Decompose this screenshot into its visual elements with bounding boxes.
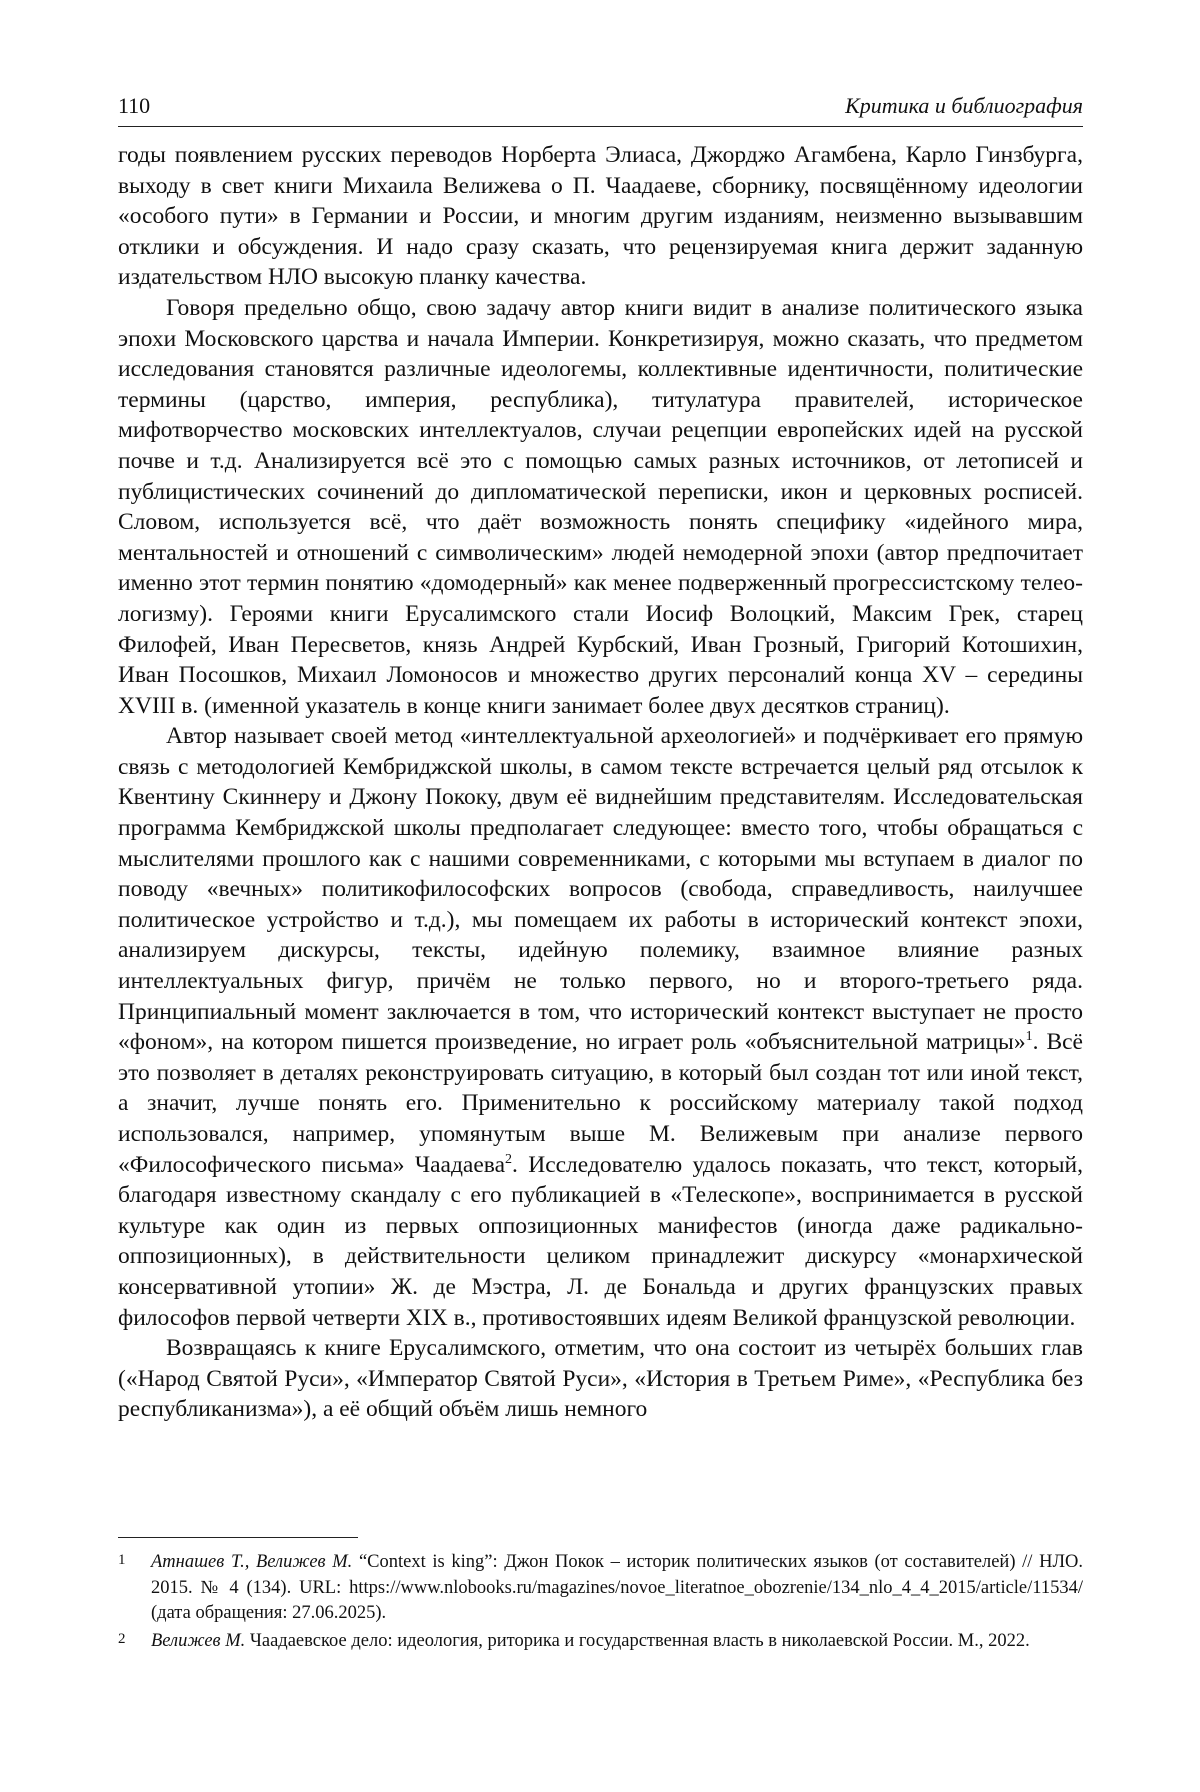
footnote-number: 1 <box>118 1552 126 1568</box>
section-title: Критика и библиография <box>845 93 1083 118</box>
footnote-text: Чаадаевское дело: идеология, риторика и государственная власть в николаевской России. М., 2022. <box>245 1630 1030 1651</box>
article-body <box>118 140 1083 1425</box>
paragraph-continued: годы появлением русских переводов Норберта Элиаса, Джорджо Агамбена, Карло Гинзбурга, выходу в свет книги Михаила Велижева о П. Чаадаеве, сборнику, посвящённому идеологии «особого пути» в Германии и России, и многим другим изданиям, неизменно вызывавшим отклики и обсуждения. И надо сразу сказать, что рецензируемая книга держит заданную издательством НЛО высокую планку качества. <box>118 142 1083 291</box>
paragraph: Возвращаясь к книге Ерусалимского, отметим, что она состоит из четырёх больших глав («Народ Святой Руси», «Император Святой Руси», «История в Третьем Риме», «Республика без республиканизма»), а её общий объём лишь немного <box>118 1335 1083 1423</box>
paragraph: Говоря предельно общо, свою задачу автор книги видит в анализе политического языка эпохи Московского царства и начала Империи. Конкретизируя, можно сказать, что предметом исследования становятся различные идеологемы, коллективные идентичности, политические термины (царство, империя, республика), титулатура правителей, историческое мифотворчество московских интеллектуалов, случаи рецепции европейских идей на русской почве и т.д. Анализируется всё это с помощью самых разных источников, от летописей и публицистических сочинений до дипломатической переписки, икон и церковных росписей. Словом, используется всё, что даёт возможность понять специфику «идейного мира, ментальностей и отношений с символическим» людей немодерной эпохи (автор предпочитает именно этот термин понятию «домодерный» как менее подверженный прогрессистскому телеологизму). Героями книги Ерусалимского стали Иосиф Волоцкий, Максим Грек, старец Филофей, Иван Пересветов, князь Андрей Курбский, Иван Грозный, Григорий Котошихин, Иван Посошков, Михаил Ломоносов и множество других персоналий конца XV – середины XVIII в. (именной указатель в конце книги занимает более двух десятков страниц). <box>118 294 1083 719</box>
footnote <box>118 1629 1083 1655</box>
footnote-authors: Велижев М. <box>151 1630 246 1651</box>
footnote-authors: Атнашев Т., Велижев М. <box>151 1552 353 1572</box>
page-number: 110 <box>118 93 151 118</box>
paragraph-text: . Исследователю удалось показать, что текст, который, благодаря известному скандалу с его публикацией в «Телескопе», воспринимается в русской культуре как один из первых оппозиционных манифестов (иногда даже радикально-оппозиционных), в действительности целиком принадлежит дискурсу «монархической консервативной утопии» Ж. де Мэстра, Л. де Бональда и других французских правых философов первой четверти XIX в., противостоявших идеям Великой французской революции. <box>118 1151 1083 1331</box>
paragraph-text: . Всё это позволяет в деталях реконструировать ситуацию, в который был создан тот или иной текст, а значит, лучше понять его. Применительно к российскому материалу такой подход использовался, например, упомянутым выше М. Велижевым при анализе первого «Философического письма» Чаадаева <box>118 1029 1083 1178</box>
paragraph-text: Автор называет своей метод «интеллектуальной археологией» и подчёркивает его прямую связь с методологией Кембриджской школы, в самом тексте встречается целый ряд отсылок к Квентину Скиннеру и Джону Пококу, двум её виднейшим представителям. Исследовательская программа Кембриджской школы предполагает следующее: вместо того, чтобы обращаться с мыслителями прошлого как с нашими современниками, с которыми мы вступаем в диалог по поводу «вечных» политикофилософских вопросов (свобода, справедливость, наилучшее политическое устройство и т.д.), мы помещаем их работы в исторический контекст эпохи, анализируем дискурсы, тексты, идейную полемику, взаимное влияние разных интеллектуальных фигур, причём не только первого, но и второго-третьего ряда. Принципиальный момент заключается в том, что исторический контекст выступает не просто «фоном», на котором пишется произведение, но играет роль «объяснительной матрицы» <box>118 723 1083 1056</box>
paragraph <box>118 721 1083 1333</box>
footnotes <box>118 1550 1083 1656</box>
footnote-text: “Context is king”: Джон Покок – историк политических языков (от составителей) // НЛО. 2015. № 4 (134). URL: https://www.nlobooks.ru/magazines/novoe_literatnoe_obozrenie/134_nlo_4_4_2015/article/11534/ (дата обращения: 27.06.2025). <box>151 1552 1083 1623</box>
footnote-marker[interactable]: 1 <box>1025 1029 1033 1045</box>
footnote-marker[interactable]: 2 <box>505 1151 513 1167</box>
footnote <box>118 1550 1083 1627</box>
footnote-divider <box>118 1537 358 1538</box>
running-head <box>118 92 1083 127</box>
footnote-number: 2 <box>118 1630 126 1647</box>
